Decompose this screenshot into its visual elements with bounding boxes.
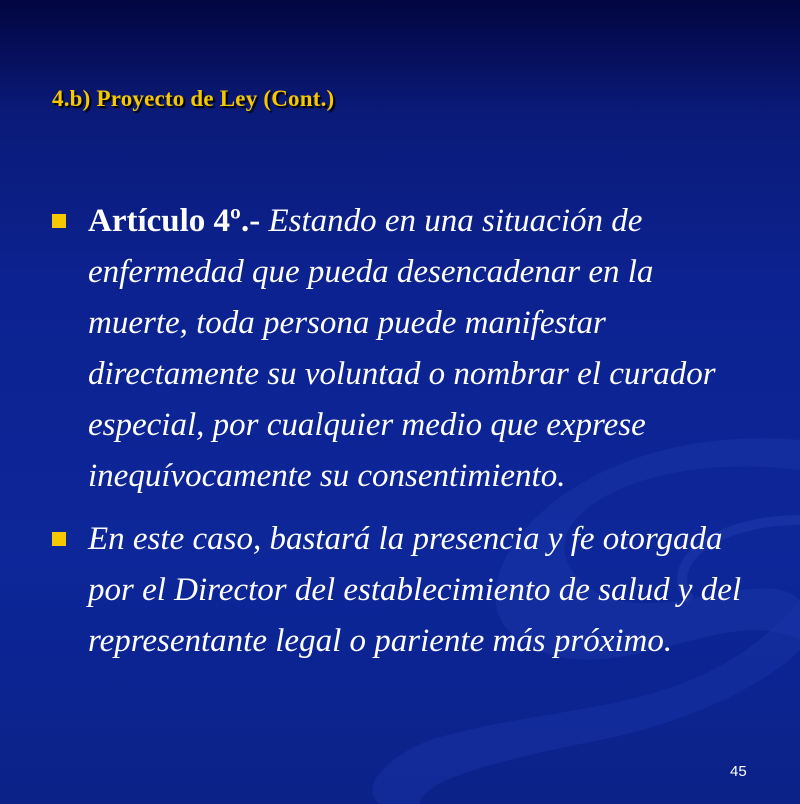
bullet-text <box>88 514 750 667</box>
bullet-text <box>88 196 750 502</box>
square-bullet-icon <box>52 214 66 228</box>
bullet-item <box>52 514 772 667</box>
bullet-item <box>52 196 772 502</box>
article-body: Estando en una situación de enfermedad que pueda desencadenar en la muerte, toda persona puede manifestar directamente su voluntad o nombrar el curador especial, por cualquier medio que exprese inequívocamente su consentimiento. <box>88 203 716 494</box>
bullet-body: En este caso, bastará la presencia y fe otorgada por el Director del establecimiento de salud y del representante legal o pariente más próximo. <box>88 521 742 659</box>
article-lead: Artículo 4º.- <box>88 203 269 239</box>
slide-content <box>52 196 772 679</box>
square-bullet-icon <box>52 532 66 546</box>
page-number: 45 <box>730 763 747 780</box>
slide-title: 4.b) Proyecto de Ley (Cont.) <box>52 86 335 111</box>
